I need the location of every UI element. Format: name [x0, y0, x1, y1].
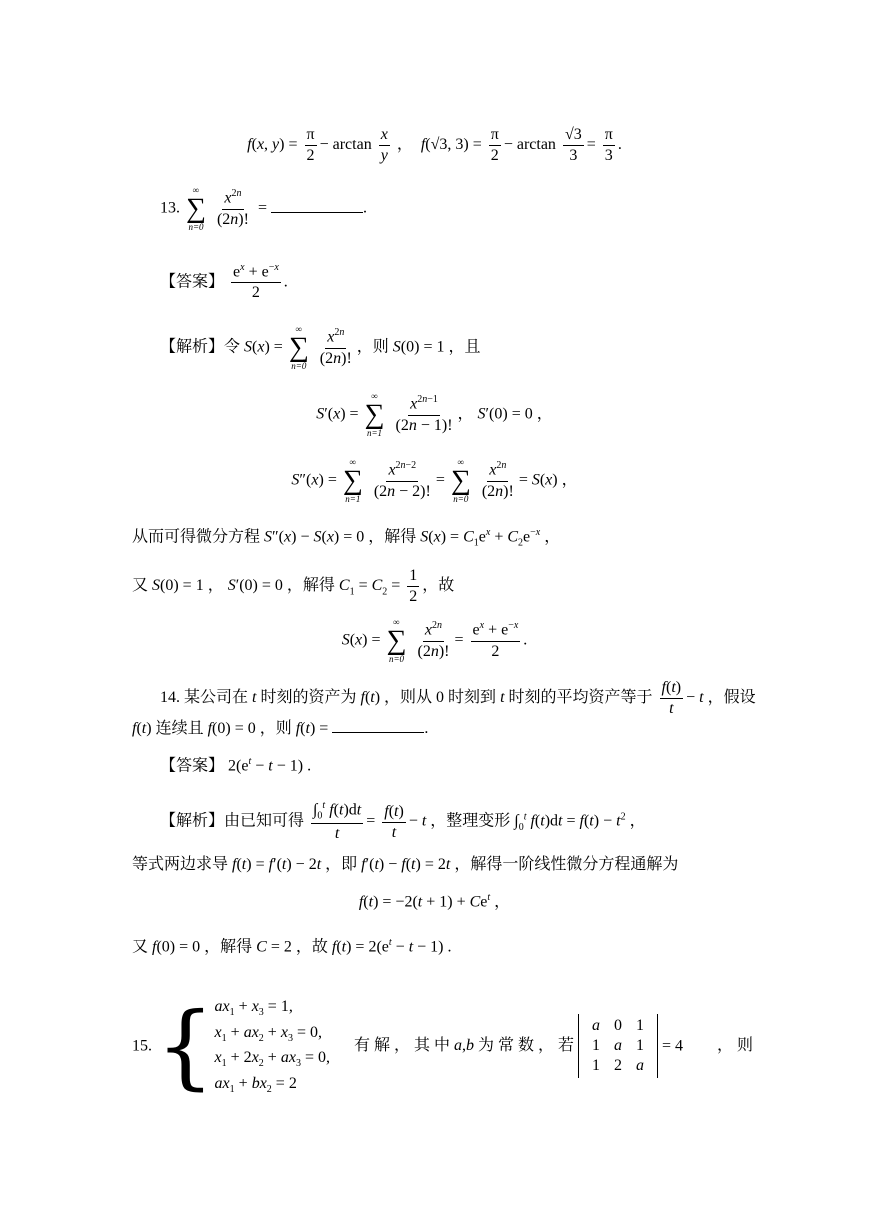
answer-blank	[332, 732, 424, 733]
left-brace: {	[156, 992, 215, 1100]
determinant: a 0 1 1 a 1 1 2 a	[578, 1014, 658, 1078]
analysis-13-step5: 又 S(0) = 1 ， S′(0) = 0 ，解得 $C_1 = C_2$ = $\frac{1}{2}$ ，故	[132, 567, 455, 605]
tail-text: ， 则	[717, 1037, 754, 1055]
answer-tag: 【答案】	[160, 273, 225, 291]
equation-system: $ax_1 + x_3 = 1$, $x_1 + ax_2 + x_3 = 0$, $x_1 + 2x_2 + ax_3 = 0$, $ax_1 + bx_2 = 2$	[214, 998, 330, 1096]
analysis-14-step3: $f(t) = -2(t + 1) + Ce^t$ ，	[358, 892, 511, 911]
analysis-13-step4: 从而可得微分方程 S″(x) − S(x) = 0 ，解得 $S(x) = C_1e^x + C_2e^{-x}$ ，	[132, 527, 561, 549]
analysis-14-step2: 等式两边求导 f(t) = f′(t) − 2t ，即 f′(t) − f(t) = 2t ，解得一阶线性微分方程通解为	[132, 856, 679, 873]
analysis-13-step3: S″(x) = ∞ ∑ n=1 $\frac{x^{2n-2}}{(2n - 2)!}$ = ∞ ∑ n=0 $\frac{x^{2n}}{(2n)!}$ = S(x) ，	[291, 457, 578, 504]
answer-tag: 【答案】	[160, 757, 225, 775]
analysis-13-step1: 【解析】令 S(x) = ∞ ∑ n=0 $\frac{x^{2n}}{(2n)!}$ ，则 S(0) = 1 ，且	[160, 324, 481, 371]
question-15: 15. { $ax_1 + x_3 = 1$, $x_1 + ax_2 + x_3 = 0$, $x_1 + 2x_2 + ax_3 = 0$, $ax_1 + bx_2 = 2$ 有 解 ， 其 中 a,b 为 常 数 ， 若 a 0 1 1 a 1 1 2 a = 4 ， 则	[132, 992, 754, 1100]
analysis-tag: 【解析】	[160, 812, 225, 830]
analysis-14-step4: 又 f(0) = 0 ，解得 C = 2 ，故 $f(t) = 2(e^t - t - 1)$ .	[132, 937, 452, 956]
formula-f-xy: f(x, y) = $\frac{\pi}{2}$ − arctan $\frac{x}{y}$ ， f(√3, 3) = $\frac{\pi}{2}$ − arctan $\frac{√3}{3}$ = $\frac{\pi}{3}$ .	[247, 126, 622, 164]
analysis-13-step2: S′(x) = ∞ ∑ n=1 $\frac{x^{2n-1}}{(2n - 1)!}$ ， S′(0) = 0 ，	[316, 391, 553, 438]
analysis-14-step1: 【解析】由已知可得 $\frac{\int_0^t f(t)dt}{t}$ = $\frac{f(t)}{t}$ − t ，整理变形 $\int_0^t$ $f(t)dt = f(t) - t^2$ ，	[160, 800, 646, 843]
answer-13: 【答案】 $\frac{e^x + e^{-x}}{2}$ .	[160, 262, 288, 302]
determinant-value: = 4	[662, 1037, 684, 1055]
answer-14: 【答案】 $2(e^t - t - 1)$ .	[160, 756, 312, 775]
question-number: 15.	[132, 1037, 152, 1055]
question-number: 13.	[160, 199, 180, 217]
analysis-13-step6: S(x) = ∞ ∑ n=0 $\frac{x^{2n}}{(2n)!}$ = $\frac{e^x + e^{-x}}{2}$ .	[341, 617, 528, 664]
question-14-line1: 14. 某公司在 t 时刻的资产为 f(t) ，则从 0 时刻到 t 时刻的平均资产等于 $\frac{f(t)}{t}$ − t ，假设	[160, 679, 756, 717]
question-14-line2: f(t) 连续且 f(0) = 0 ，则 f(t) = .	[132, 720, 429, 737]
answer-blank	[271, 212, 363, 213]
analysis-tag: 【解析】	[160, 338, 225, 356]
question-13: 13. ∞ ∑ n=0 $\frac{x^{2n}}{(2n)!}$ = .	[160, 185, 367, 232]
